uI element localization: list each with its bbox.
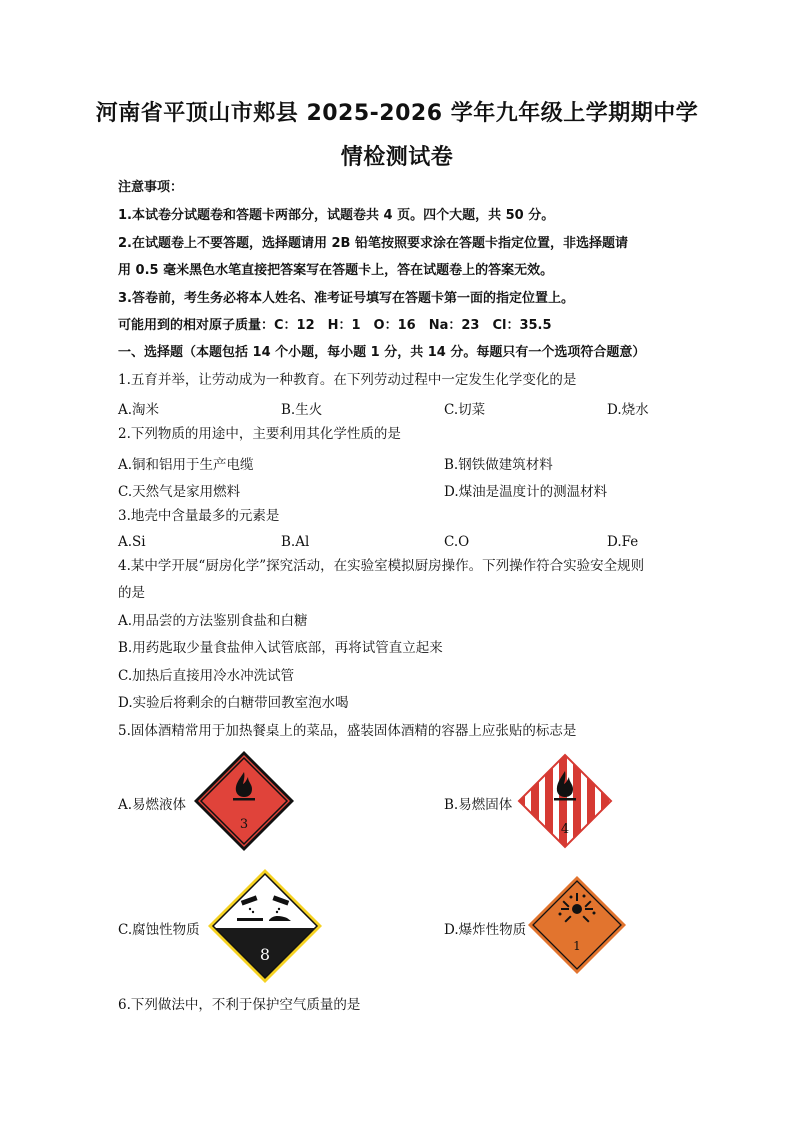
note-1: 1.本试卷分试题卷和答题卡两部分，试题卷共 4 页。四个大题，共 50 分。 xyxy=(118,208,555,223)
question-2-stem: 2.下列物质的用途中，主要利用其化学性质的是 xyxy=(118,426,401,442)
question-4-stem-line-1: 4.某中学开展“厨房化学”探究活动，在实验室模拟厨房操作。下列操作符合实验安全规则 xyxy=(118,558,645,574)
question-4-option-c: C.加热后直接用冷水冲洗试管 xyxy=(118,668,295,684)
question-2-option-a: A.铜和铝用于生产电缆 xyxy=(118,457,254,473)
flammable-liquid-sign-icon xyxy=(193,750,295,852)
notes-heading: 注意事项： xyxy=(118,180,184,195)
question-1-option-c: C.切菜 xyxy=(444,402,486,418)
question-2-option-d: D.煤油是温度计的测温材料 xyxy=(444,484,608,500)
explosive-sign-icon xyxy=(527,875,627,975)
sign-a-number: 3 xyxy=(239,817,249,832)
question-5-stem: 5.固体酒精常用于加热餐桌上的菜品，盛装固体酒精的容器上应张贴的标志是 xyxy=(118,723,577,739)
question-4-stem-line-2: 的是 xyxy=(118,585,145,601)
atomic-masses: 可能用到的相对原子质量：C：12 H：1 O：16 Na：23 Cl：35.5 xyxy=(118,318,552,333)
question-1-option-d: D.烧水 xyxy=(607,402,649,418)
exam-title-line-2: 情检测试卷 xyxy=(340,145,454,170)
corrosive-sign-icon xyxy=(207,868,323,984)
question-3-stem: 3.地壳中含量最多的元素是 xyxy=(118,508,280,524)
question-1-stem: 1.五育并举，让劳动成为一种教育。在下列劳动过程中一定发生化学变化的是 xyxy=(118,372,577,388)
question-2-option-b: B.钢铁做建筑材料 xyxy=(444,457,553,473)
section-1-heading: 一、选择题（本题包括 14 个小题，每小题 1 分，共 14 分。每题只有一个选项符合题意） xyxy=(118,345,646,360)
question-4-option-a: A.用品尝的方法鉴别食盐和白糖 xyxy=(118,613,308,629)
sign-b-number: 4 xyxy=(560,822,570,837)
question-5-option-b: B.易燃固体 xyxy=(444,797,513,813)
question-5-option-d: D.爆炸性物质 xyxy=(444,922,527,938)
sign-c-number: 8 xyxy=(259,945,271,964)
sign-d-number: 1 xyxy=(573,939,581,953)
question-6-stem: 6.下列做法中，不利于保护空气质量的是 xyxy=(118,997,361,1013)
question-2-option-c: C.天然气是家用燃料 xyxy=(118,484,241,500)
exam-title-line-1: 河南省平顶山市郏县 2025-2026 学年九年级上学期期中学 xyxy=(95,101,699,126)
question-4-option-b: B.用药匙取少量食盐伸入试管底部，再将试管直立起来 xyxy=(118,640,443,656)
question-4-option-d: D.实验后将剩余的白糖带回教室泡水喝 xyxy=(118,695,349,711)
question-3-option-c: C.O xyxy=(444,534,470,550)
question-1-option-b: B.生火 xyxy=(281,402,323,418)
question-5-option-c: C.腐蚀性物质 xyxy=(118,922,200,938)
question-3-option-b: B.Al xyxy=(281,534,310,550)
question-3-option-d: D.Fe xyxy=(607,534,639,550)
question-5-option-a: A.易燃液体 xyxy=(118,797,187,813)
question-3-option-a: A.Si xyxy=(118,534,146,550)
note-3: 3.答卷前，考生务必将本人姓名、准考证号填写在答题卡第一面的指定位置上。 xyxy=(118,291,574,306)
flammable-solid-sign-icon xyxy=(517,753,613,849)
question-1-option-a: A.淘米 xyxy=(118,402,160,418)
note-2-line-1: 2.在试题卷上不要答题，选择题请用 2B 铅笔按照要求涂在答题卡指定位置，非选择题请 xyxy=(118,236,628,251)
note-2-line-2: 用 0.5 毫米黑色水笔直接把答案写在答题卡上，答在试题卷上的答案无效。 xyxy=(118,263,554,278)
